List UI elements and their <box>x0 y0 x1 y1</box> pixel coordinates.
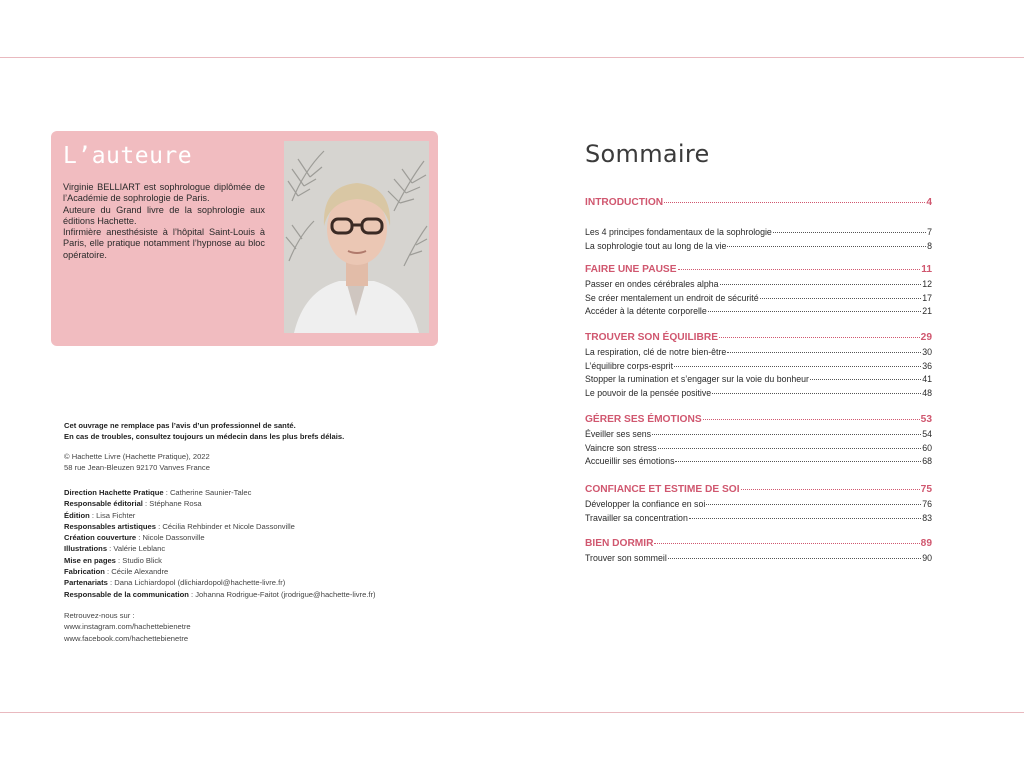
toc-entry-page: 90 <box>922 553 932 563</box>
toc-chapter-title: INTRODUCTION <box>585 197 664 208</box>
toc-entry[interactable] <box>585 279 932 293</box>
toc-chapter-page: 53 <box>920 414 932 425</box>
author-bio-line: Auteure du Grand livre de la sophrologie aux éditions Hachette. <box>63 204 265 226</box>
credit-separator: : <box>136 533 143 543</box>
toc-entry-page: 54 <box>922 429 932 439</box>
credit-separator: : <box>107 544 114 554</box>
follow-label: Retrouvez-nous sur : <box>64 611 135 620</box>
toc-entry-page: 76 <box>922 499 932 509</box>
toc-entry-page: 68 <box>922 456 932 467</box>
toc-entry-title: Le pouvoir de la pensée positive <box>585 387 712 398</box>
credit-row <box>64 566 424 577</box>
credit-row <box>64 543 424 554</box>
credit-role: Illustrations <box>64 544 108 554</box>
toc-chapter-page: 11 <box>921 264 932 275</box>
toc-entry-page: 17 <box>922 292 932 303</box>
toc-entry-title: Stopper la rumination et s’engager sur la voie du bonheur <box>585 374 809 385</box>
toc-leader-dots <box>674 366 921 367</box>
disclaimer-line: Cet ouvrage ne remplace pas l’avis d’un professionnel de santé. <box>64 421 296 430</box>
top-rule <box>0 57 1024 58</box>
credit-role: Partenariats <box>64 578 108 588</box>
toc-entry-page: 12 <box>922 279 932 289</box>
toc-chapter-page: 75 <box>920 484 932 495</box>
toc-entry-title: Passer en ondes cérébrales alpha <box>585 279 719 289</box>
toc-chapter[interactable] <box>585 538 932 552</box>
instagram-link[interactable]: www.instagram.com/hachettebienetre <box>64 622 191 632</box>
toc-entry-page: 60 <box>922 442 932 453</box>
credit-row <box>64 532 424 543</box>
toc-entry[interactable] <box>585 374 932 388</box>
credit-role: Responsable éditorial <box>64 499 143 509</box>
credit-name: Valérie Leblanc <box>113 544 166 554</box>
author-bio-line: Virginie BELLIART est sophrologue diplômée de l’Académie de sophrologie de Paris. <box>63 182 265 204</box>
toc-chapter[interactable] <box>585 332 932 346</box>
credit-name: Cécile Alexandre <box>111 567 169 577</box>
author-bio-line: Infirmière anesthésiste à l’hôpital Saint-Louis à Paris, elle pratique notamment l’hypnose au bloc opératoire. <box>63 227 265 260</box>
credit-role: Fabrication <box>64 567 105 577</box>
toc-entry[interactable] <box>585 293 932 307</box>
facebook-link[interactable]: www.facebook.com/hachettebienetre <box>64 633 189 643</box>
credit-row <box>64 510 424 521</box>
toc-entry-title: La respiration, clé de notre bien-être <box>585 347 727 357</box>
credit-row <box>64 589 424 600</box>
credit-role: Création couverture <box>64 533 137 543</box>
credit-name: Stéphane Rosa <box>149 499 202 509</box>
toc-leader-dots <box>719 337 920 338</box>
social-links <box>64 610 404 644</box>
credit-separator: : <box>107 578 115 588</box>
toc-leader-dots <box>727 246 926 247</box>
toc-leader-dots <box>652 434 921 435</box>
toc-entry-page: 48 <box>922 387 932 398</box>
author-portrait-image <box>284 141 429 333</box>
toc-leader-dots <box>689 518 921 519</box>
toc-leader-dots <box>727 352 921 353</box>
toc-leader-dots <box>668 558 921 559</box>
toc-entry-page: 41 <box>922 374 932 385</box>
toc-section <box>585 484 932 526</box>
toc-chapter[interactable] <box>585 197 932 211</box>
credit-role: Responsable de la communication <box>64 589 189 599</box>
toc-entry[interactable] <box>585 429 932 443</box>
toc-chapter-page: 29 <box>920 332 932 343</box>
toc-entry[interactable] <box>585 241 932 255</box>
author-title: L’auteure <box>63 143 193 169</box>
toc-entry-title: Accéder à la détente corporelle <box>585 306 707 317</box>
toc-entry[interactable] <box>585 553 932 567</box>
toc-leader-dots <box>675 461 921 462</box>
toc-entry[interactable] <box>585 361 932 375</box>
credit-role: Édition <box>64 510 90 520</box>
credit-separator: : <box>188 589 196 599</box>
credit-separator: : <box>104 567 112 577</box>
toc-entry[interactable] <box>585 306 932 320</box>
toc-leader-dots <box>706 504 921 505</box>
author-photo <box>284 141 429 333</box>
toc-section <box>585 332 932 401</box>
toc-chapter-title: CONFIANCE ET ESTIME DE SOI <box>585 484 740 495</box>
toc-section <box>585 538 932 567</box>
toc-entry-page: 36 <box>922 360 932 371</box>
toc-chapter[interactable] <box>585 484 932 498</box>
toc-leader-dots <box>773 232 926 233</box>
toc-entry-page: 30 <box>922 347 932 357</box>
toc-entry[interactable] <box>585 227 932 241</box>
credit-name: Catherine Saunier-Talec <box>169 488 252 497</box>
toc-entry-title: Trouver son sommeil <box>585 553 667 563</box>
credit-name: Nicole Dassonville <box>142 533 205 543</box>
toc-entry-title: Éveiller ses sens <box>585 429 652 439</box>
credit-name: Cécilia Rehbinder et Nicole Dassonville <box>162 521 295 531</box>
toc-chapter[interactable] <box>585 414 932 428</box>
address-line: 58 rue Jean-Bleuzen 92170 Vanves France <box>64 463 210 472</box>
toc-chapter-title: FAIRE UNE PAUSE <box>585 264 677 275</box>
credit-separator: : <box>115 555 123 565</box>
toc-entry-title: Les 4 principes fondamentaux de la sophrologie <box>585 227 772 237</box>
toc-leader-dots <box>810 379 921 380</box>
disclaimer-line: En cas de troubles, consultez toujours un médecin dans les plus brefs délais. <box>64 432 345 441</box>
credit-name: Dana Lichiardopol (dlichiardopol@hachette-livre.fr) <box>114 578 286 588</box>
toc-leader-dots <box>712 393 921 394</box>
toc-entry[interactable] <box>585 388 932 402</box>
toc-entry-title: Se créer mentalement un endroit de sécurité <box>585 292 759 303</box>
author-bio <box>63 182 265 261</box>
toc-chapter-title: GÉRER SES ÉMOTIONS <box>585 414 702 425</box>
toc-leader-dots <box>741 489 920 490</box>
credit-role: Mise en pages <box>64 555 116 565</box>
toc-leader-dots <box>708 311 921 312</box>
toc-entry-title: La sophrologie tout au long de la vie <box>585 240 727 251</box>
credits <box>64 487 424 600</box>
toc-leader-dots <box>678 269 921 270</box>
toc-section <box>585 264 932 320</box>
health-disclaimer <box>64 420 404 442</box>
toc-leader-dots <box>703 419 920 420</box>
credit-row <box>64 498 424 509</box>
toc-title: Sommaire <box>585 140 710 168</box>
toc-entry-title: Accueillir ses émotions <box>585 456 675 467</box>
toc-entry-page: 83 <box>922 512 932 523</box>
toc-leader-dots <box>664 202 925 203</box>
toc-chapter-page: 89 <box>920 538 932 549</box>
toc-spacer <box>585 211 932 227</box>
copyright <box>64 451 404 473</box>
credit-role: Direction Hachette Pratique <box>64 488 164 497</box>
toc-leader-dots <box>654 543 919 544</box>
credit-separator: : <box>163 488 170 497</box>
toc-chapter-page: 4 <box>926 197 932 208</box>
toc-entry-title: Vaincre son stress <box>585 442 657 453</box>
credit-separator: : <box>142 499 150 509</box>
credit-name: Studio Blick <box>122 555 162 565</box>
toc-chapter-title: TROUVER SON ÉQUILIBRE <box>585 332 719 343</box>
toc-leader-dots <box>760 298 922 299</box>
credit-row <box>64 577 424 588</box>
toc-chapter[interactable] <box>585 264 932 278</box>
toc-entry-page: 7 <box>927 227 932 237</box>
credit-role: Responsables artistiques <box>64 521 157 531</box>
toc-chapter-title: BIEN DORMIR <box>585 538 654 549</box>
toc-entry[interactable] <box>585 513 932 527</box>
toc-entry-title: Développer la confiance en soi <box>585 499 706 509</box>
copyright-line: © Hachette Livre (Hachette Pratique), 2022 <box>64 452 210 461</box>
toc-entry-title: L’équilibre corps-esprit <box>585 360 674 371</box>
credit-row <box>64 521 424 532</box>
credit-name: Lisa Fichter <box>96 510 136 520</box>
toc-entry[interactable] <box>585 443 932 457</box>
credit-separator: : <box>156 521 163 531</box>
bottom-rule <box>0 712 1024 713</box>
credit-row <box>64 487 424 498</box>
credit-row <box>64 555 424 566</box>
toc-entry-page: 21 <box>922 306 932 317</box>
author-box <box>51 131 438 346</box>
toc-section <box>585 414 932 470</box>
toc-leader-dots <box>720 284 922 285</box>
credit-separator: : <box>89 510 97 520</box>
toc-entry[interactable] <box>585 456 932 470</box>
toc-entry-title: Travailler sa concentration <box>585 512 688 523</box>
credit-name: Johanna Rodrigue-Faitot (jrodrigue@hachette-livre.fr) <box>195 589 376 599</box>
toc-leader-dots <box>658 448 921 449</box>
toc-entry[interactable] <box>585 347 932 361</box>
toc-section <box>585 197 932 254</box>
toc-entry[interactable] <box>585 499 932 513</box>
toc-entry-page: 8 <box>927 240 932 251</box>
